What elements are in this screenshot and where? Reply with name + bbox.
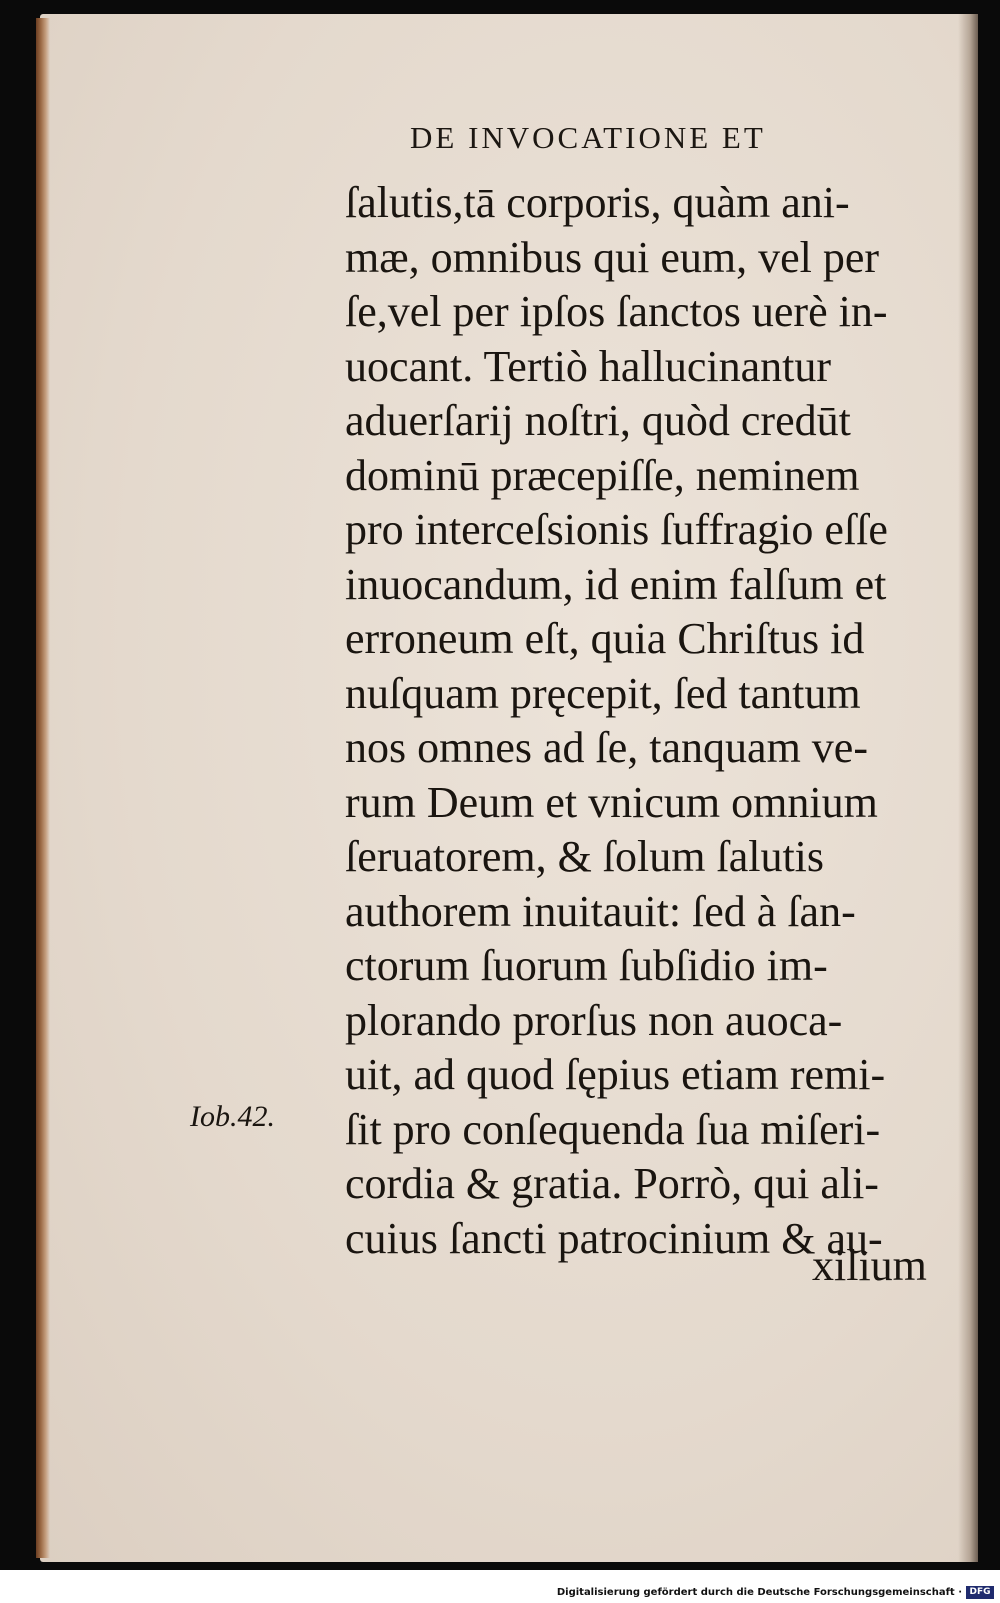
- body-text: [345, 176, 960, 1266]
- text-line: rum Deum et vnicum omnium: [345, 777, 878, 827]
- text-line: dominū præcepiſſe, neminem: [345, 450, 860, 500]
- text-line: cordia & gratia. Porrò, qui ali-: [345, 1159, 879, 1208]
- text-line: pro interceſsionis ſuffragio eſſe: [345, 505, 888, 554]
- running-head: DE INVOCATIONE ET: [410, 120, 766, 155]
- text-line: inuocandum, id enim falſum et: [345, 559, 887, 609]
- text-line: cuius ſancti patrocinium & au-: [345, 1213, 883, 1263]
- marginal-note: Iob.42.: [190, 1100, 275, 1133]
- text-line: nuſquam pręcepit, ſed tantum: [345, 668, 861, 718]
- text-line: aduerſarij noſtri, quòd credūt: [345, 396, 851, 445]
- text-line: nos omnes ad ſe, tanquam ve-: [345, 723, 868, 772]
- text-line: erroneum eſt, quia Chriſtus id: [345, 614, 865, 663]
- text-line: authorem inuitauit: ſed à ſan-: [345, 886, 856, 936]
- text-line: ſe,vel per ipſos ſanctos uerè in-: [345, 287, 888, 336]
- text-line: uocant. Tertiò hallucinantur: [345, 341, 832, 391]
- page-fore-edge: [958, 14, 978, 1562]
- footer-credit: Digitalisierung gefördert durch die Deutsche Forschungsgemeinschaft ·: [556, 1587, 962, 1598]
- text-line: uit, ad quod ſępius etiam remi-: [345, 1050, 886, 1099]
- text-line: ſalutis,tā corporis, quàm ani-: [345, 178, 850, 227]
- text-line: ſeruatorem, & ſolum ſalutis: [345, 832, 825, 881]
- text-line: mæ, omnibus qui eum, vel per: [345, 232, 880, 282]
- text-line: ſit pro conſequenda ſua miſeri-: [345, 1104, 881, 1154]
- text-line: ctorum ſuorum ſubſidio im-: [345, 941, 828, 990]
- text-line: plorando prorſus non auoca-: [345, 995, 843, 1045]
- dfg-logo: DFG: [966, 1586, 994, 1599]
- catchword: xilium: [812, 1241, 927, 1290]
- page-binding-edge: [36, 18, 50, 1558]
